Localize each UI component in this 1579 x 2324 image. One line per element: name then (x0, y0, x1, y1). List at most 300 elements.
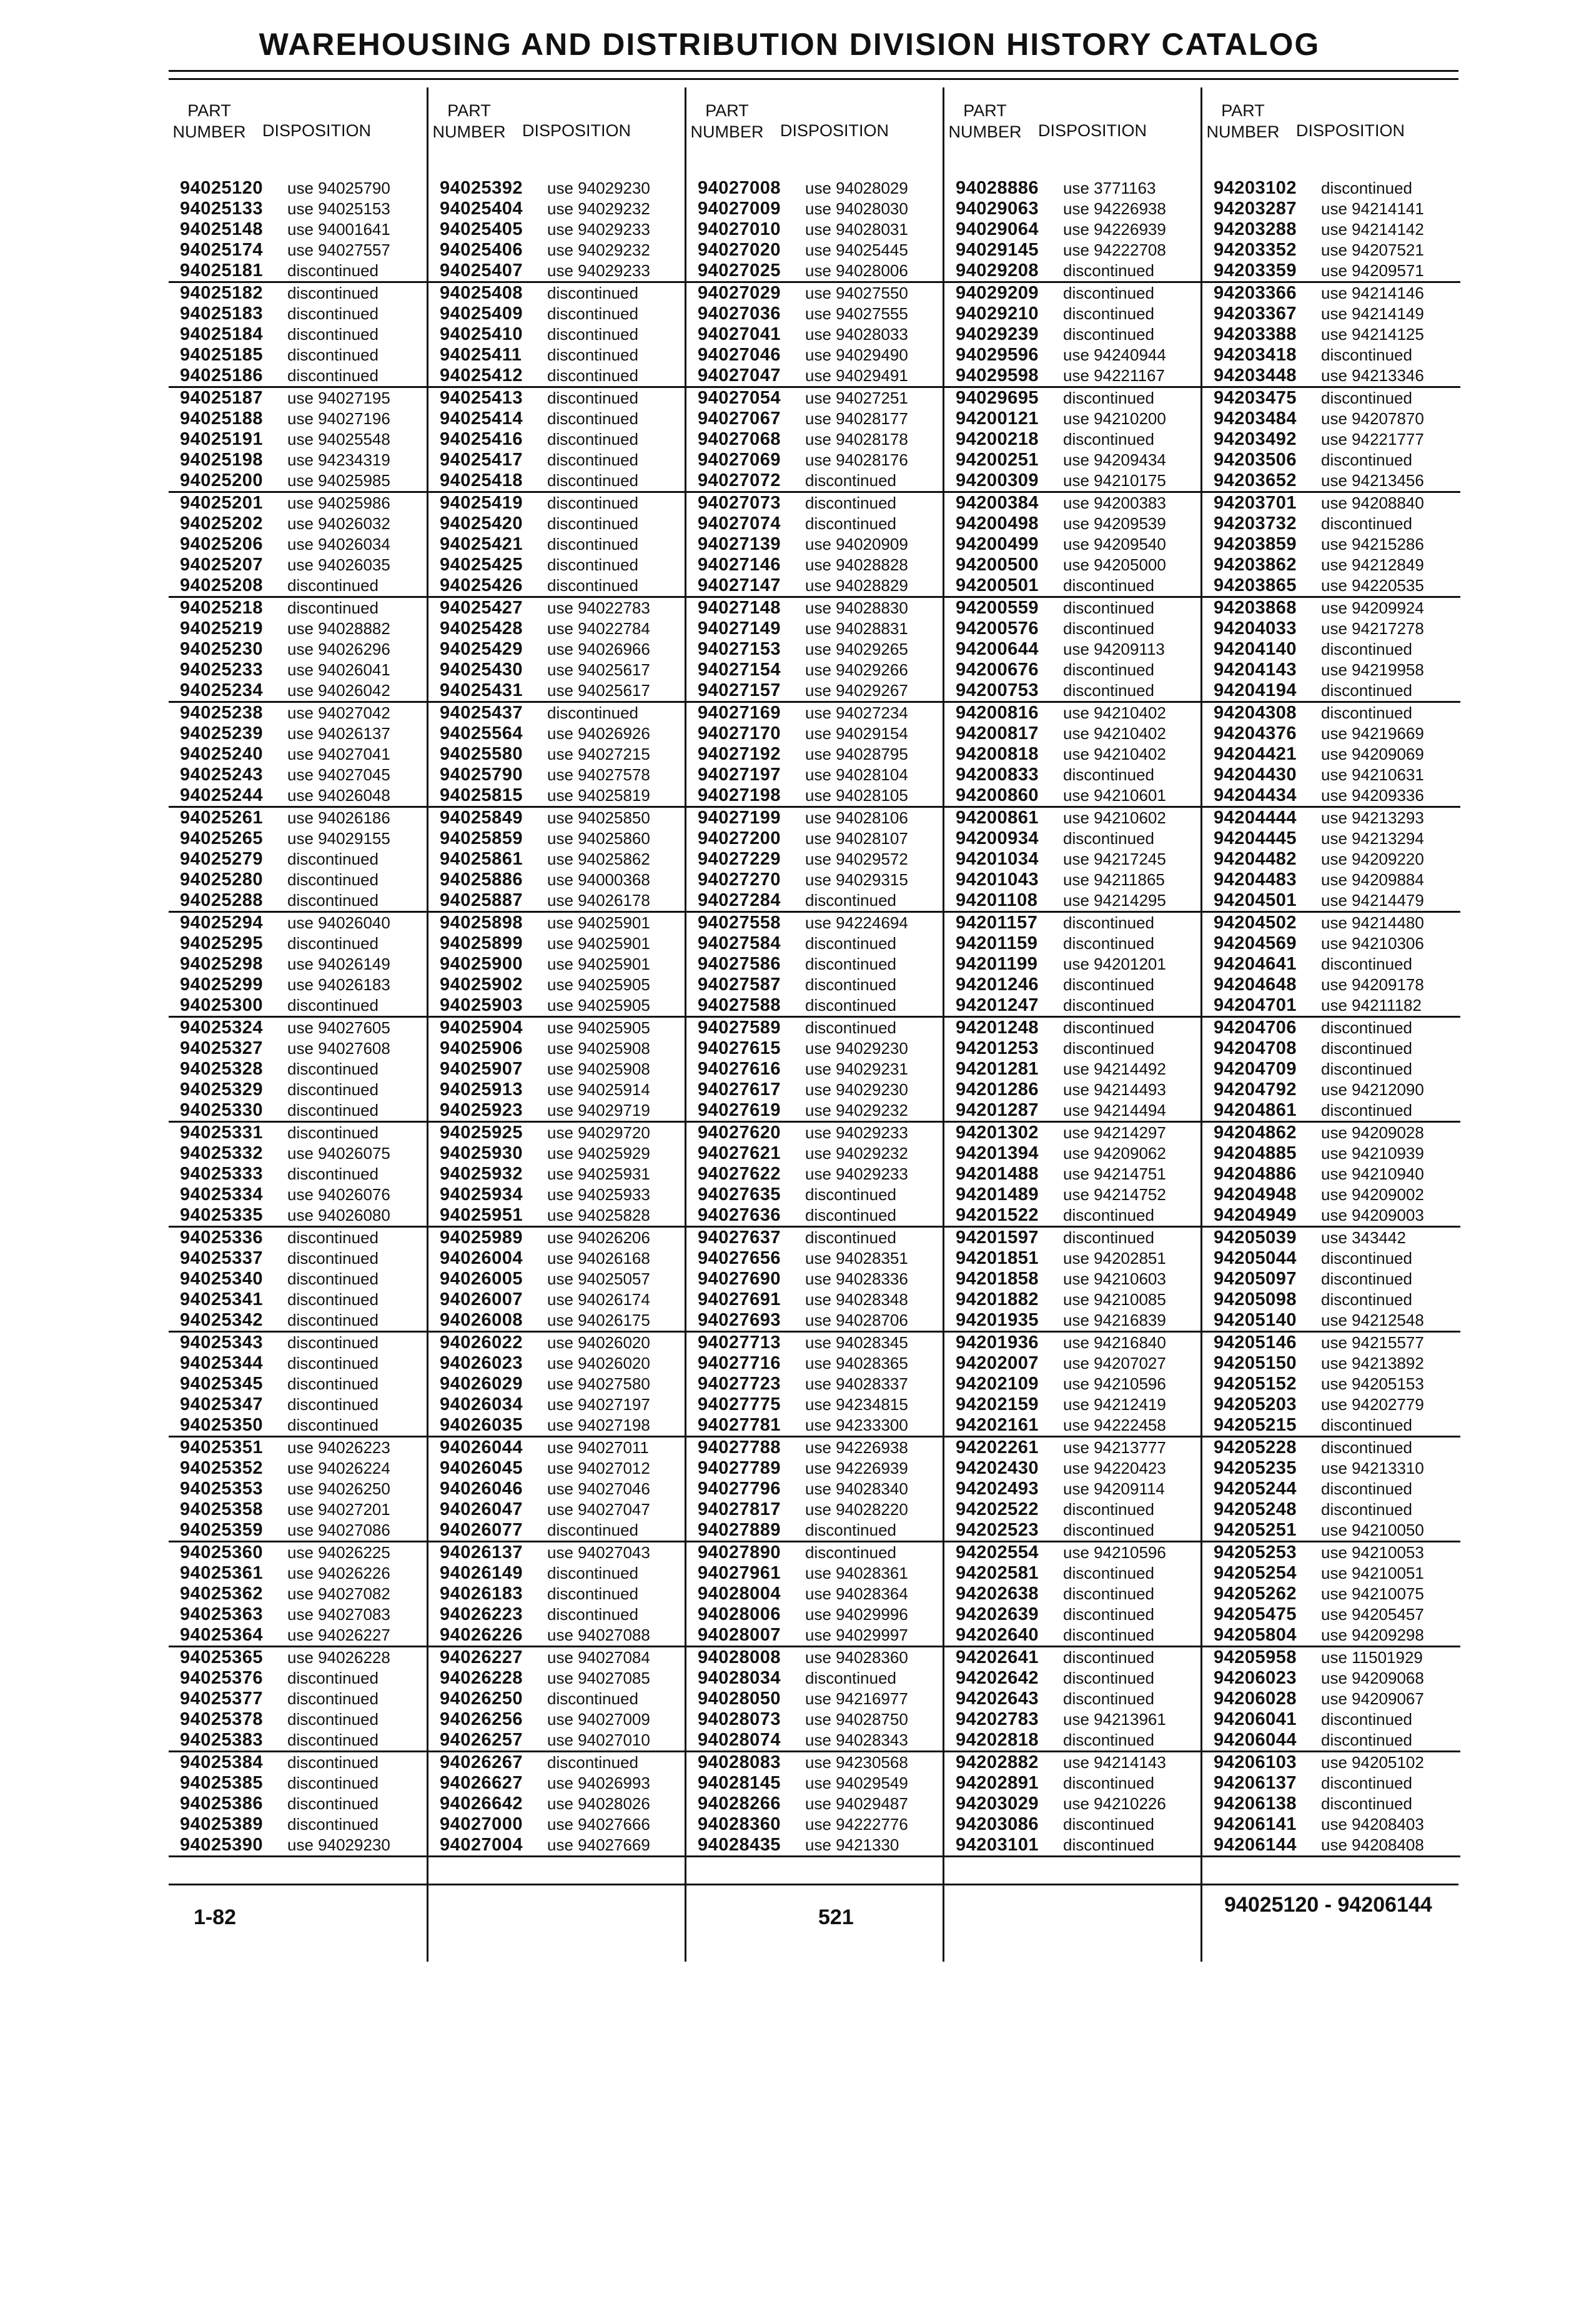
disposition: use 94026020 (547, 1354, 650, 1373)
disposition: use 94027088 (547, 1626, 650, 1644)
disposition: use 94027195 (287, 389, 390, 407)
part-number: 94025265 (180, 828, 264, 848)
part-number: 94027615 (698, 1038, 781, 1058)
disposition: use 94028828 (805, 555, 908, 574)
disposition: use 94026223 (287, 1438, 390, 1457)
part-number: 94025330 (180, 1100, 264, 1120)
disposition: discontinued (1321, 1710, 1412, 1729)
entry-group (686, 493, 944, 598)
part-number: 94201157 (956, 913, 1038, 933)
disposition: use 94205153 (1321, 1374, 1424, 1393)
catalog-row (1202, 828, 1460, 849)
part-number: 94025294 (180, 913, 264, 933)
catalog-row (944, 1100, 1202, 1121)
part-number: 94025406 (440, 240, 523, 260)
part-number: 94027620 (698, 1123, 781, 1143)
disposition: use 94025860 (547, 829, 650, 848)
part-number: 94027199 (698, 808, 781, 828)
part-number: 94026008 (440, 1310, 523, 1330)
part-number: 94027170 (698, 723, 781, 743)
part-number: 94027775 (698, 1394, 781, 1414)
part-number: 94025188 (180, 409, 264, 429)
entry-group (428, 1123, 686, 1228)
disposition: use 94209220 (1321, 850, 1424, 868)
part-number: 94025389 (180, 1814, 264, 1834)
disposition: discontinued (1321, 1416, 1412, 1434)
part-number-header (686, 100, 768, 142)
part-number: 94025182 (180, 283, 264, 303)
part-number: 94203492 (1214, 429, 1297, 449)
disposition: discontinued (1063, 1500, 1154, 1519)
disposition: use 94026186 (287, 808, 390, 827)
catalog-row (428, 534, 686, 555)
part-number: 94027229 (698, 849, 781, 869)
part-number: 94025332 (180, 1143, 264, 1163)
disposition: use 94214480 (1321, 913, 1424, 932)
part-number: 94025431 (440, 680, 523, 700)
catalog-row (169, 178, 427, 199)
catalog-row (169, 1289, 427, 1310)
catalog-row (169, 1228, 427, 1248)
disposition: use 94028006 (805, 261, 908, 280)
disposition: use 94028345 (805, 1333, 908, 1352)
part-number: 94202818 (956, 1730, 1039, 1750)
disposition: use 94028106 (805, 808, 908, 827)
part-number: 94025390 (180, 1835, 264, 1855)
entry-group (1202, 1647, 1460, 1752)
catalog-row (686, 1123, 944, 1143)
catalog-row (1202, 493, 1460, 514)
catalog-row (169, 808, 427, 828)
disposition: discontinued (1321, 1438, 1412, 1457)
part-number: 94204501 (1214, 890, 1297, 910)
part-number: 94025907 (440, 1059, 523, 1079)
part-number: 94025902 (440, 975, 523, 995)
part-number: 94204792 (1214, 1080, 1297, 1100)
catalog-row (169, 283, 427, 304)
part-number: 94027072 (698, 470, 781, 490)
catalog-row (169, 1269, 427, 1289)
catalog-row (944, 723, 1202, 744)
part-number: 94025329 (180, 1080, 264, 1100)
disposition: discontinued (1321, 389, 1412, 407)
part-number: 94204033 (1214, 618, 1297, 638)
catalog-row (944, 1374, 1202, 1394)
disposition: discontinued (1063, 1584, 1154, 1603)
disposition: use 94217245 (1063, 850, 1166, 868)
disposition: use 94210085 (1063, 1290, 1166, 1309)
part-number: 94025385 (180, 1773, 264, 1793)
catalog-row (169, 1164, 427, 1184)
part-number: 94205146 (1214, 1333, 1297, 1353)
catalog-row (686, 219, 944, 240)
disposition: use 94214297 (1063, 1123, 1166, 1142)
catalog-row (428, 304, 686, 324)
part-number: 94202261 (956, 1438, 1039, 1457)
part-number: 94205140 (1214, 1310, 1297, 1330)
disposition: discontinued (287, 1774, 379, 1792)
disposition: use 94209062 (1063, 1144, 1166, 1163)
part-number: 94205262 (1214, 1584, 1297, 1604)
entry-group (1202, 283, 1460, 388)
entry-group (686, 598, 944, 703)
disposition: discontinued (1063, 1039, 1154, 1058)
disposition: use 94029230 (805, 1080, 908, 1099)
disposition: use 94210601 (1063, 786, 1166, 805)
catalog-row (686, 575, 944, 596)
part-number: 94201302 (956, 1123, 1039, 1143)
catalog-row (169, 639, 427, 660)
catalog-row (169, 723, 427, 744)
part-number: 94201882 (956, 1289, 1039, 1309)
part-number: 94025923 (440, 1100, 523, 1120)
entry-group (428, 1228, 686, 1333)
catalog-row (169, 1814, 427, 1835)
part-number: 94027200 (698, 828, 781, 848)
part-number: 94025408 (440, 283, 523, 303)
part-number: 94025861 (440, 849, 523, 869)
catalog-row (944, 1269, 1202, 1289)
part-number: 94025328 (180, 1059, 264, 1079)
part-number: 94025361 (180, 1563, 264, 1583)
disposition: discontinued (287, 891, 379, 910)
catalog-row (944, 1814, 1202, 1835)
disposition: discontinued (1063, 996, 1154, 1015)
part-number: 94205150 (1214, 1353, 1297, 1373)
disposition: use 94216839 (1063, 1311, 1166, 1329)
disposition: use 94028178 (805, 430, 908, 449)
disposition: discontinued (287, 1374, 379, 1393)
catalog-row (944, 1499, 1202, 1520)
part-number: 94027148 (698, 598, 781, 618)
part-number: 94206137 (1214, 1773, 1297, 1793)
catalog-row (944, 470, 1202, 491)
catalog-row (1202, 1289, 1460, 1310)
part-number: 94027584 (698, 933, 781, 953)
part-number: 94201489 (956, 1184, 1039, 1204)
part-number: 94027817 (698, 1499, 781, 1519)
catalog-row (428, 1668, 686, 1689)
catalog-row (686, 1333, 944, 1353)
catalog-row (686, 954, 944, 975)
entry-group (1202, 808, 1460, 913)
part-number: 94202493 (956, 1479, 1039, 1499)
catalog-row (1202, 639, 1460, 660)
disposition: discontinued (1321, 1018, 1412, 1037)
part-number: 94203086 (956, 1814, 1039, 1834)
catalog-row (686, 870, 944, 890)
entry-group (944, 1228, 1202, 1333)
disposition: use 94029233 (547, 261, 650, 280)
catalog-row (428, 660, 686, 680)
disposition: discontinued (287, 1311, 379, 1329)
catalog-row (944, 429, 1202, 450)
catalog-row (1202, 1647, 1460, 1668)
part-number-header (169, 100, 250, 142)
disposition: discontinued (287, 1815, 379, 1834)
disposition: discontinued (1063, 1206, 1154, 1224)
disposition: use 94027042 (287, 703, 390, 722)
catalog-row (169, 1123, 427, 1143)
disposition: use 94027201 (287, 1500, 390, 1519)
catalog-row (686, 703, 944, 723)
disposition: discontinued (287, 1710, 379, 1729)
catalog-row (428, 1123, 686, 1143)
catalog-row (686, 1248, 944, 1269)
part-number: 94025347 (180, 1394, 264, 1414)
part-number: 94025351 (180, 1438, 264, 1457)
disposition: use 94233300 (805, 1416, 908, 1434)
disposition: use 94029487 (805, 1794, 908, 1813)
catalog-row (686, 1415, 944, 1436)
disposition: use 94209571 (1321, 261, 1424, 280)
disposition: use 94209113 (1063, 640, 1165, 658)
catalog-row (428, 1310, 686, 1331)
part-number: 94025191 (180, 429, 264, 449)
disposition: use 94209434 (1063, 450, 1166, 469)
catalog-row (1202, 1353, 1460, 1374)
part-number: 94026023 (440, 1353, 523, 1373)
part-number: 94025340 (180, 1269, 264, 1289)
catalog-row (944, 1773, 1202, 1794)
disposition: discontinued (1321, 1500, 1412, 1519)
part-number: 94204482 (1214, 849, 1297, 869)
disposition: use 94220535 (1321, 576, 1424, 595)
disposition: use 94027608 (287, 1039, 390, 1058)
disposition: use 94026075 (287, 1144, 390, 1163)
disposition: discontinued (287, 1101, 379, 1120)
part-number: 94201935 (956, 1310, 1039, 1330)
disposition: use 94028107 (805, 829, 908, 848)
part-number: 94025363 (180, 1604, 264, 1624)
disposition: discontinued (1321, 1290, 1412, 1309)
catalog-row (686, 995, 944, 1016)
part-number: 94200816 (956, 703, 1039, 723)
disposition: use 94026042 (287, 681, 390, 700)
catalog-row (428, 1709, 686, 1730)
catalog-row (169, 975, 427, 995)
disposition: use 94208403 (1321, 1815, 1424, 1834)
disposition: use 94214752 (1063, 1185, 1166, 1204)
catalog-row (944, 240, 1202, 261)
disposition: discontinued (1063, 1669, 1154, 1687)
catalog-row (1202, 1123, 1460, 1143)
catalog-row (428, 1333, 686, 1353)
catalog-row (1202, 1415, 1460, 1436)
disposition: use 94029230 (805, 1039, 908, 1058)
disposition: discontinued (547, 325, 638, 344)
disposition: discontinued (287, 1669, 379, 1687)
entry-group (428, 1752, 686, 1857)
part-number: 94025409 (440, 304, 523, 324)
catalog-row (169, 870, 427, 890)
catalog-row (944, 849, 1202, 870)
part-number-header (428, 100, 510, 142)
catalog-row (944, 1394, 1202, 1415)
part-number: 94206028 (1214, 1689, 1297, 1709)
catalog-row (686, 639, 944, 660)
catalog-row (944, 493, 1202, 514)
disposition: use 94025862 (547, 850, 650, 868)
number-label: NUMBER (172, 122, 246, 141)
catalog-row (944, 283, 1202, 304)
disposition-header: DISPOSITION (1296, 121, 1405, 140)
part-number: 94027047 (698, 365, 781, 385)
part-number-header (944, 100, 1026, 142)
part-number: 94201286 (956, 1080, 1039, 1100)
bottom-rule (169, 1884, 1458, 1885)
part-number: 94025187 (180, 388, 264, 408)
part-number: 94203732 (1214, 514, 1297, 534)
entry-group (686, 808, 944, 913)
disposition: discontinued (1063, 304, 1154, 323)
disposition: use 94214494 (1063, 1101, 1166, 1120)
part-number: 94026004 (440, 1248, 523, 1268)
disposition: use 94025617 (547, 660, 650, 679)
catalog-row (169, 933, 427, 954)
part-number: 94203359 (1214, 261, 1297, 281)
disposition: use 3771163 (1063, 179, 1156, 197)
catalog-row (428, 1248, 686, 1269)
entry-group (169, 1228, 427, 1333)
disposition: use 94029233 (805, 1123, 908, 1142)
catalog-row (686, 1458, 944, 1479)
catalog-row (169, 1542, 427, 1563)
disposition: discontinued (547, 366, 638, 385)
catalog-row (686, 1814, 944, 1835)
catalog-row (169, 1730, 427, 1750)
part-number: 94025418 (440, 470, 523, 490)
part-number: 94029208 (956, 261, 1039, 281)
part-number: 94025341 (180, 1289, 264, 1309)
part-number: 94200498 (956, 514, 1039, 534)
disposition: use 94026041 (287, 660, 390, 679)
part-number: 94205958 (1214, 1647, 1297, 1667)
disposition: discontinued (1063, 1815, 1154, 1834)
disposition: discontinued (287, 366, 379, 385)
catalog-row (169, 514, 427, 534)
catalog-row (169, 1248, 427, 1269)
part-number: 94027781 (698, 1415, 781, 1435)
part-number: 94200934 (956, 828, 1039, 848)
catalog-row (686, 1080, 944, 1100)
disposition: use 94025548 (287, 430, 390, 449)
disposition: use 94209002 (1321, 1185, 1424, 1204)
catalog-row (169, 388, 427, 409)
disposition: discontinued (547, 471, 638, 490)
part-number: 94027074 (698, 514, 781, 534)
disposition: use 94025929 (547, 1144, 650, 1163)
part-number: 94201199 (956, 954, 1038, 974)
disposition: discontinued (1063, 284, 1154, 302)
catalog-row (169, 1752, 427, 1773)
part-number: 94025186 (180, 365, 264, 385)
disposition: use 94026206 (547, 1228, 650, 1247)
part-number: 94204862 (1214, 1123, 1297, 1143)
catalog-row (428, 1184, 686, 1205)
disposition: use 94029232 (547, 199, 650, 218)
catalog-row (1202, 1394, 1460, 1415)
part-number: 94025887 (440, 890, 523, 910)
disposition: use 94212548 (1321, 1311, 1424, 1329)
part-number: 94025342 (180, 1310, 264, 1330)
part-number: 94026022 (440, 1333, 523, 1353)
disposition: use 94208408 (1321, 1835, 1424, 1854)
catalog-row (686, 913, 944, 933)
catalog-row (428, 1038, 686, 1059)
part-number: 94027788 (698, 1438, 781, 1457)
part-number: 94204308 (1214, 703, 1297, 723)
disposition: discontinued (1321, 1269, 1412, 1288)
disposition: use 94029996 (805, 1605, 908, 1624)
catalog-row (686, 1184, 944, 1205)
catalog-row (686, 1563, 944, 1584)
part-number: 94026149 (440, 1563, 523, 1583)
part-number: 94025202 (180, 514, 264, 534)
part-number: 94204444 (1214, 808, 1297, 828)
part-number: 94028074 (698, 1730, 781, 1750)
disposition: discontinued (1063, 934, 1154, 953)
disposition: discontinued (287, 1080, 379, 1099)
catalog-row (1202, 1752, 1460, 1773)
disposition: use 94200383 (1063, 494, 1166, 512)
entry-group (1202, 1438, 1460, 1542)
part-number: 94029596 (956, 345, 1039, 365)
part-number: 94205254 (1214, 1563, 1297, 1583)
catalog-row (944, 1668, 1202, 1689)
catalog-row (169, 345, 427, 365)
catalog-column (169, 87, 427, 1962)
catalog-row (686, 1018, 944, 1038)
catalog-row (944, 1730, 1202, 1750)
disposition: use 94210402 (1063, 745, 1166, 763)
disposition: use 94027009 (547, 1710, 650, 1729)
part-number-header (1202, 100, 1284, 142)
part-number: 94025298 (180, 954, 264, 974)
entry-group (686, 388, 944, 493)
catalog-row (1202, 450, 1460, 470)
disposition: use 94222708 (1063, 241, 1166, 259)
catalog-row (1202, 703, 1460, 723)
catalog-row (428, 1100, 686, 1121)
part-number: 94025404 (440, 199, 523, 219)
part-number: 94026627 (440, 1773, 523, 1793)
catalog-row (428, 324, 686, 345)
catalog-row (944, 409, 1202, 429)
catalog-row (1202, 219, 1460, 240)
catalog-row (1202, 618, 1460, 639)
disposition: use 94028706 (805, 1311, 908, 1329)
entry-group (428, 1018, 686, 1123)
part-number: 94202554 (956, 1542, 1039, 1562)
entry-group (169, 1438, 427, 1542)
catalog-row (428, 680, 686, 701)
part-number: 94200818 (956, 744, 1039, 764)
part-number: 94027622 (698, 1164, 781, 1184)
disposition: use 94000368 (547, 870, 650, 889)
catalog-row (428, 1415, 686, 1436)
catalog-row (1202, 1563, 1460, 1584)
catalog-row (1202, 975, 1460, 995)
catalog-row (944, 975, 1202, 995)
disposition: discontinued (287, 284, 379, 302)
part-number: 94026256 (440, 1709, 523, 1729)
disposition: use 94025057 (547, 1269, 650, 1288)
disposition: discontinued (805, 975, 896, 994)
part-number: 94204430 (1214, 765, 1297, 785)
part-number: 94026047 (440, 1499, 523, 1519)
part-number: 94027723 (698, 1374, 781, 1394)
